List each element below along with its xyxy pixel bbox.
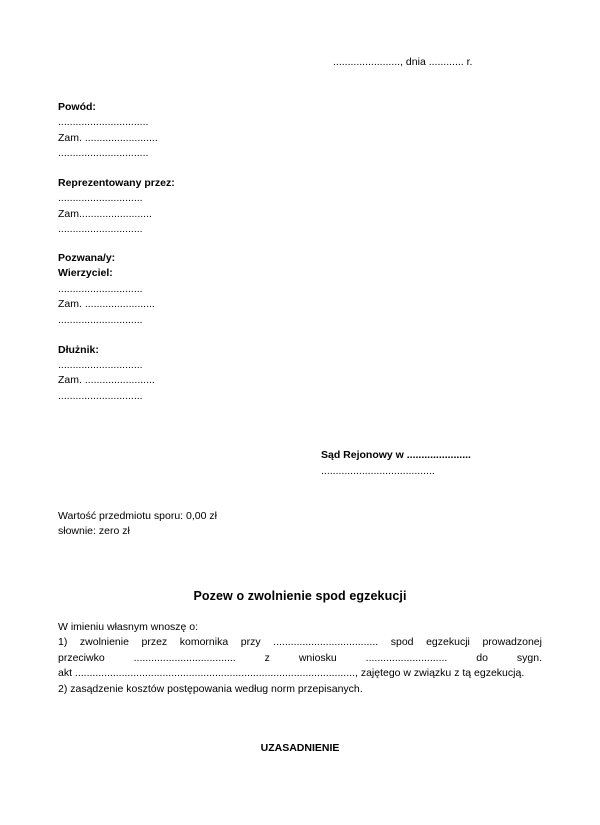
claim-row-1-word: prowadzonej [482,636,542,648]
claim-intro: W imieniu własnym wnoszę o: [58,621,199,633]
dispute-value: Wartość przedmiotu sporu: 0,00 zł [58,510,217,522]
dispute-value-words: słownie: zero zł [58,525,130,537]
claim-row-1-word: przy [240,636,261,648]
claim-item-2: 2) zasądzenie kosztów postępowania według norm przepisanych. [58,683,363,695]
plaintiff-address: Zam. ......................... [58,132,158,144]
justification-heading: UZASADNIENIE [260,742,340,754]
claim-row-2-word: sygn. [516,652,542,664]
claim-row-1-word: zwolnienie [79,636,129,648]
claim-row-2-word: ............................ [365,652,448,664]
representative-address2: ............................. [58,223,143,235]
defendant-address: Zam. ........................ [58,298,155,310]
representative-name: ............................. [58,192,143,204]
claim-row-1-word: 1) [58,636,68,648]
debtor-heading: Dłużnik: [58,344,99,356]
claim-row-1-word: komornika [179,636,229,648]
defendant-address2: ............................. [58,314,143,326]
debtor-address2: ............................. [58,390,143,402]
claim-row-3: akt ................................................................................................, zajętego w związku z tą egzekucją. [58,667,525,679]
representative-address: Zam......................... [58,208,152,220]
claim-row-2-word: wniosku [298,652,337,664]
defendant-name: ............................. [58,283,143,295]
creditor-heading: Wierzyciel: [58,267,113,279]
document-title: Pozew o zwolnienie spod egzekucji [193,589,407,603]
plaintiff-heading: Powód: [58,101,96,113]
debtor-address: Zam. ........................ [58,374,155,386]
claim-row-1 [58,635,542,651]
claim-row-1-word: spod [390,636,414,648]
debtor-name: ............................. [58,359,143,371]
claim-row-2 [58,651,542,667]
court-heading: Sąd Rejonowy w ...................... [321,449,471,461]
claim-row-1-word: egzekucji [426,636,470,648]
plaintiff-address2: ............................... [58,147,149,159]
claim-row-2-word: ................................... [133,652,236,664]
claim-row-2-word: z [264,652,270,664]
claim-row-1-word: .................................... [273,636,379,648]
claim-row-2-word: przeciwko [58,652,105,664]
claim-row-1-word: przez [141,636,168,648]
representative-heading: Reprezentowany przez: [58,177,175,189]
court-line: ....................................... [321,465,435,477]
defendant-heading: Pozwana/y: [58,252,116,264]
claim-row-2-word: do [476,652,488,664]
date-line: ......................., dnia ............ r. [333,56,473,68]
plaintiff-name: ............................... [58,116,149,128]
